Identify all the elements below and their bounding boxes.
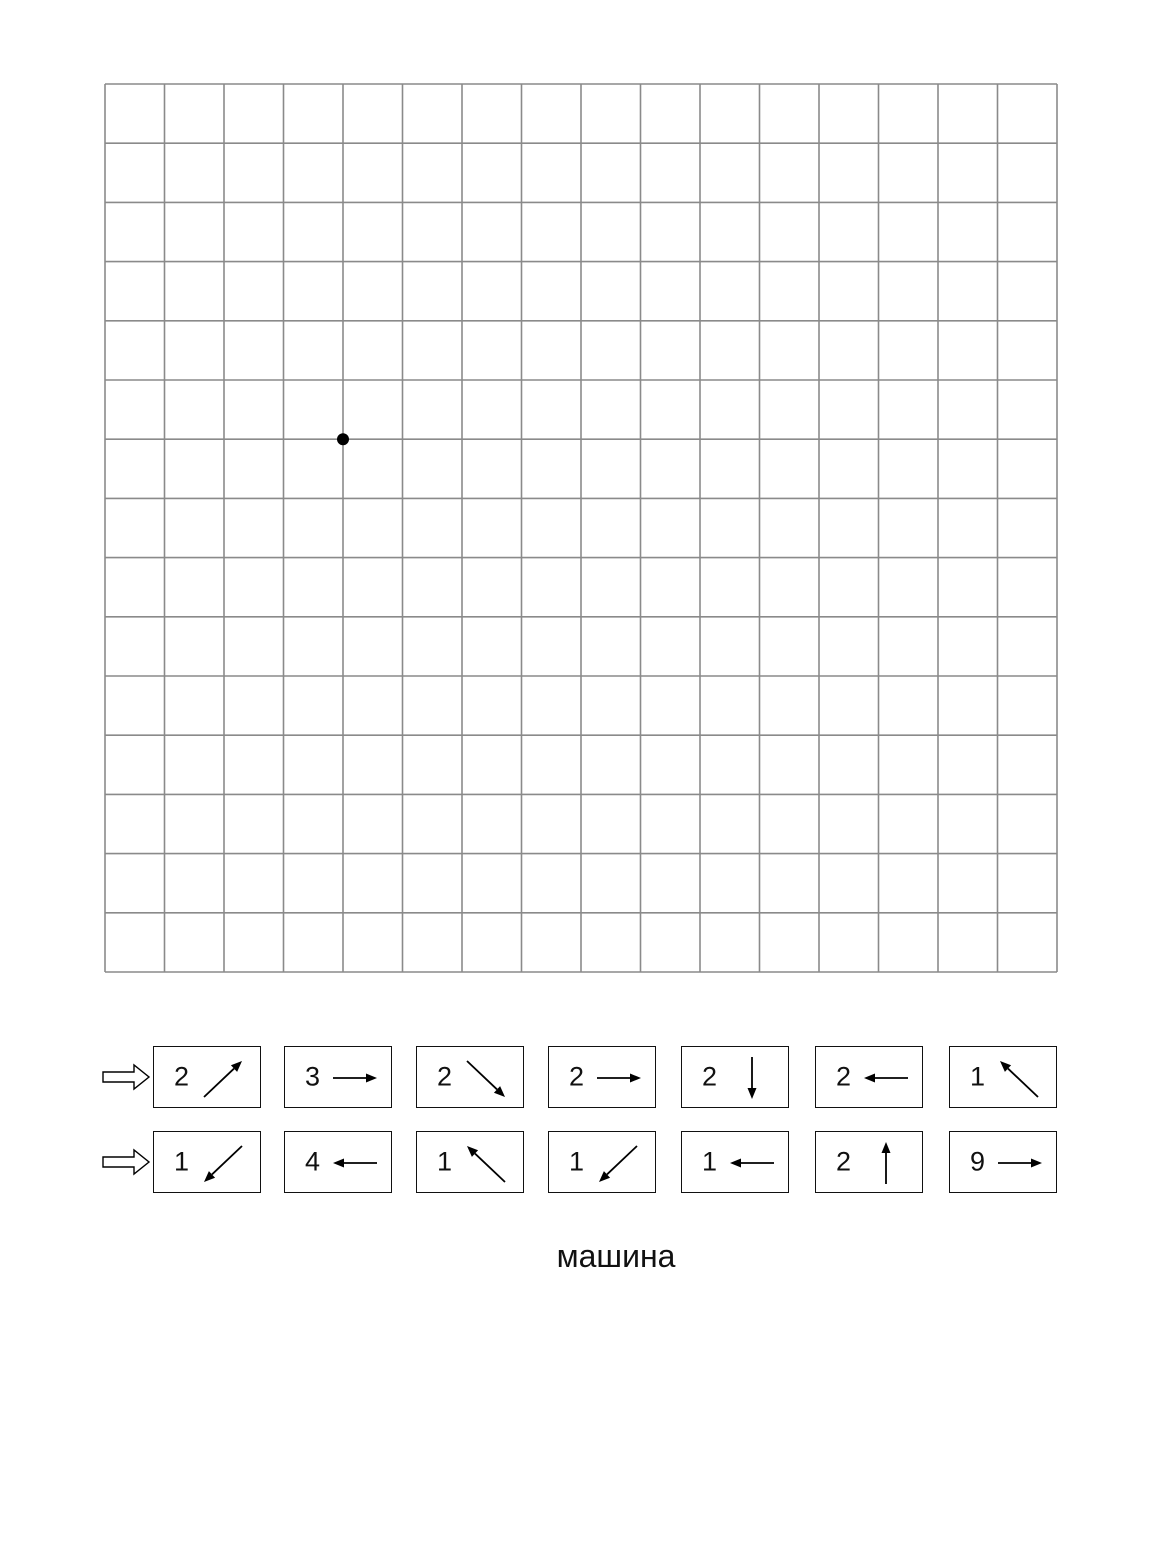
instruction-step — [949, 1046, 1057, 1108]
row-start-arrow-icon — [98, 1145, 154, 1179]
step-count: 3 — [305, 1061, 321, 1092]
arrow-up-left-icon — [994, 1053, 1046, 1103]
step-count: 2 — [569, 1061, 585, 1092]
arrow-right-icon — [593, 1053, 645, 1103]
instruction-step — [548, 1046, 656, 1108]
instruction-step — [949, 1131, 1057, 1193]
arrow-left-icon — [860, 1053, 912, 1103]
step-count: 1 — [569, 1146, 585, 1177]
instruction-step — [815, 1046, 923, 1108]
instruction-step — [153, 1131, 261, 1193]
instruction-step — [681, 1131, 789, 1193]
arrow-left-icon — [726, 1138, 778, 1188]
step-count: 1 — [174, 1146, 190, 1177]
step-count: 2 — [437, 1061, 453, 1092]
arrow-down-left-icon — [198, 1138, 250, 1188]
instruction-step — [284, 1131, 392, 1193]
arrow-left-icon — [329, 1138, 381, 1188]
step-count: 2 — [836, 1146, 852, 1177]
arrow-down-right-icon — [461, 1053, 513, 1103]
instruction-step — [681, 1046, 789, 1108]
instruction-step — [284, 1046, 392, 1108]
step-count: 4 — [305, 1146, 321, 1177]
row-start-arrow-icon — [98, 1060, 154, 1094]
step-count: 1 — [437, 1146, 453, 1177]
step-count: 2 — [174, 1061, 190, 1092]
instruction-step — [416, 1131, 524, 1193]
step-count: 9 — [970, 1146, 986, 1177]
arrow-right-icon — [994, 1138, 1046, 1188]
arrow-up-icon — [860, 1138, 912, 1188]
instruction-step — [416, 1046, 524, 1108]
arrow-right-icon — [329, 1053, 381, 1103]
step-count: 1 — [970, 1061, 986, 1092]
arrow-down-icon — [726, 1053, 778, 1103]
arrow-up-right-icon — [198, 1053, 250, 1103]
step-count: 2 — [836, 1061, 852, 1092]
start-dot — [337, 433, 349, 445]
arrow-up-left-icon — [461, 1138, 513, 1188]
instruction-step — [153, 1046, 261, 1108]
instruction-step — [548, 1131, 656, 1193]
step-count: 1 — [702, 1146, 718, 1177]
picture-caption: машина — [556, 1238, 676, 1274]
step-count: 2 — [702, 1061, 718, 1092]
arrow-down-left-icon — [593, 1138, 645, 1188]
instruction-step — [815, 1131, 923, 1193]
